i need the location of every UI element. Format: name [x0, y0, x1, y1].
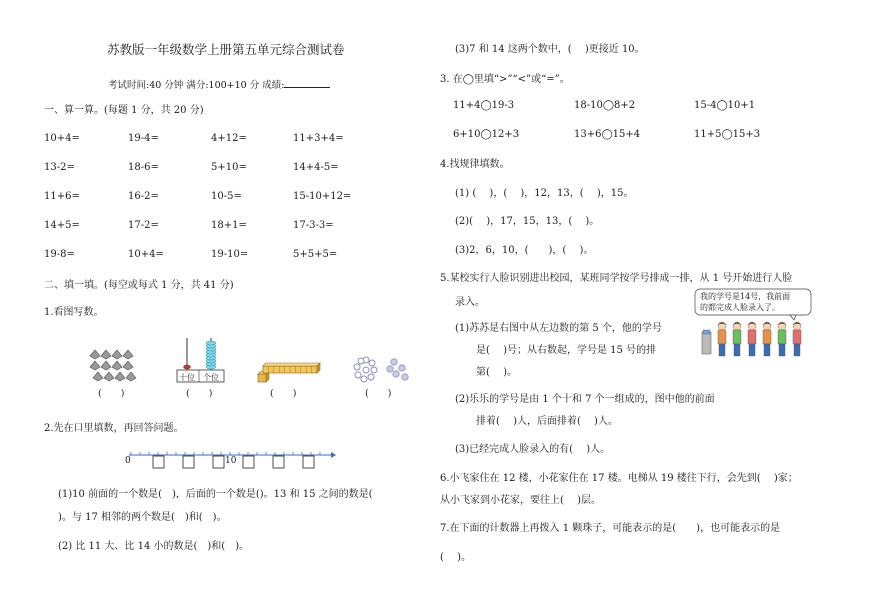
q4-part-1: (1) ( )，( )，12，13，( )，15。 [455, 188, 634, 199]
calc-item: 11+6= [44, 191, 80, 202]
calc-item: 13-2= [44, 162, 75, 173]
q4-part-2: (2)( )，17，15，13，( )。 [455, 216, 600, 227]
bubble-line-2: 的都完成人脸录入了。 [700, 303, 780, 312]
abacus-ones-label: 个位 [203, 373, 219, 382]
section-1-title: 一、算一算。(每题 1 分，共 20 分) [44, 105, 204, 116]
question-1-title: 1.看图写数。 [44, 307, 104, 318]
calc-item: 5+10= [211, 162, 247, 173]
q5-part-3: (3)已经完成人脸录入的有( )人。 [455, 444, 611, 455]
calc-item: 19-10= [211, 249, 249, 260]
exam-info [108, 78, 330, 92]
compare-item[interactable]: 6+10◯12+3 [453, 129, 520, 140]
q5-part-2-line-2: 排着( )人，后面排着( )人。 [476, 416, 618, 427]
q2-part-3: (3)7 和 14 这两个数中，( )更接近 10。 [455, 44, 645, 55]
compare-item[interactable]: 11+5◯15+3 [694, 129, 761, 140]
calc-item: 16-2= [128, 191, 159, 202]
answer-paren-3[interactable]: ( ) [270, 388, 297, 399]
calc-item: 19-4= [128, 133, 159, 144]
compare-item[interactable]: 11+4◯19-3 [453, 100, 515, 111]
question-5-line-1: 5.某校实行人脸识别进出校园，某班同学按学号排成一排，从 1 号开始进行人脸 [440, 273, 793, 284]
score-blank[interactable] [284, 78, 330, 88]
bubble-line-1: 我的学号是14号，我前面 [700, 292, 791, 301]
q2-part-1-line-1: (1)10 前面的一个数是( )，后面的一个数是()。13 和 15 之间的数是( [58, 489, 373, 500]
q2-part-2: (2) 比 11 大、比 14 小的数是( )和( )。 [58, 541, 250, 552]
calc-item: 17-3-3= [293, 220, 334, 231]
q5-part-1-line-2: 是( )号；从右数起，学号是 15 号的排 [476, 345, 657, 356]
calc-item: 14+4-5= [293, 162, 339, 173]
numline-label-10: 10 [225, 456, 237, 466]
question-5-line-2: 录入。 [455, 297, 485, 308]
page-title: 苏教版一年级数学上册第五单元综合测试卷 [107, 42, 345, 57]
calc-item: 10+4= [44, 133, 80, 144]
question-6-line-2: 从小飞家到小花家，要往上( )层。 [440, 495, 601, 506]
question-7-line-1: 7.在下面的计数器上再拨入 1 颗珠子，可能表示的是( )，也可能表示的是 [440, 523, 781, 534]
numline-label-0: 0 [125, 456, 131, 466]
question-6-line-1: 6.小飞家住在 12 楼，小花家住在 17 楼。电梯从 19 楼往下行，会先到( )家； [440, 473, 798, 484]
q4-part-3: (3)2，6，10，( )，( )。 [455, 245, 594, 256]
ten-rod-figure [256, 362, 322, 384]
calc-item: 18-6= [128, 162, 159, 173]
answer-paren-1[interactable]: ( ) [98, 388, 125, 399]
calc-item: 19-8= [44, 249, 75, 260]
calc-item: 15-10+12= [293, 191, 352, 202]
calc-item: 4+12= [211, 133, 247, 144]
compare-item[interactable]: 15-4◯10+1 [694, 100, 756, 111]
calc-item: 18+1= [211, 220, 247, 231]
question-4-title: 4.找规律填数。 [440, 159, 510, 170]
children-queue-figure [700, 318, 814, 362]
blocks-pile-figure [88, 348, 140, 382]
section-2-title: 二、填一填。(每空或每式 1 分，共 41 分) [44, 280, 234, 291]
question-7-line-2: ( )。 [440, 552, 471, 563]
compare-item[interactable]: 18-10◯8+2 [574, 100, 636, 111]
calc-item: 10+4= [128, 249, 164, 260]
calc-item: 10-5= [211, 191, 242, 202]
answer-paren-4[interactable]: ( ) [365, 388, 392, 399]
calc-item: 14+5= [44, 220, 80, 231]
calc-item: 17-2= [128, 220, 159, 231]
q5-part-2-line-1: (2)乐乐的学号是由 1 个十和 7 个一组成的，图中他的前面 [455, 394, 715, 405]
question-3-title: 3. 在◯里填“>”“<”或“=”。 [440, 74, 570, 85]
calc-item: 11+3+4= [293, 133, 344, 144]
calc-item: 5+5+5= [293, 249, 338, 260]
compare-item[interactable]: 13+6◯15+4 [574, 129, 641, 140]
q5-part-1-line-3: 第( )。 [476, 367, 517, 378]
abacus-tens-label: 十位 [179, 373, 195, 382]
question-2-title: 2.先在口里填数，再回答问题。 [44, 423, 184, 434]
circles-figure [352, 354, 412, 386]
q2-part-1-line-2: )。与 17 相邻的两个数是( )和( )。 [58, 512, 227, 523]
exam-info-text: 考试时间:40 分钟 满分:100+10 分 成绩: [108, 80, 285, 91]
answer-paren-2[interactable]: ( ) [186, 388, 213, 399]
q5-part-1-line-1: (1)苏苏是右图中从左边数的第 5 个，他的学号 [455, 323, 662, 334]
